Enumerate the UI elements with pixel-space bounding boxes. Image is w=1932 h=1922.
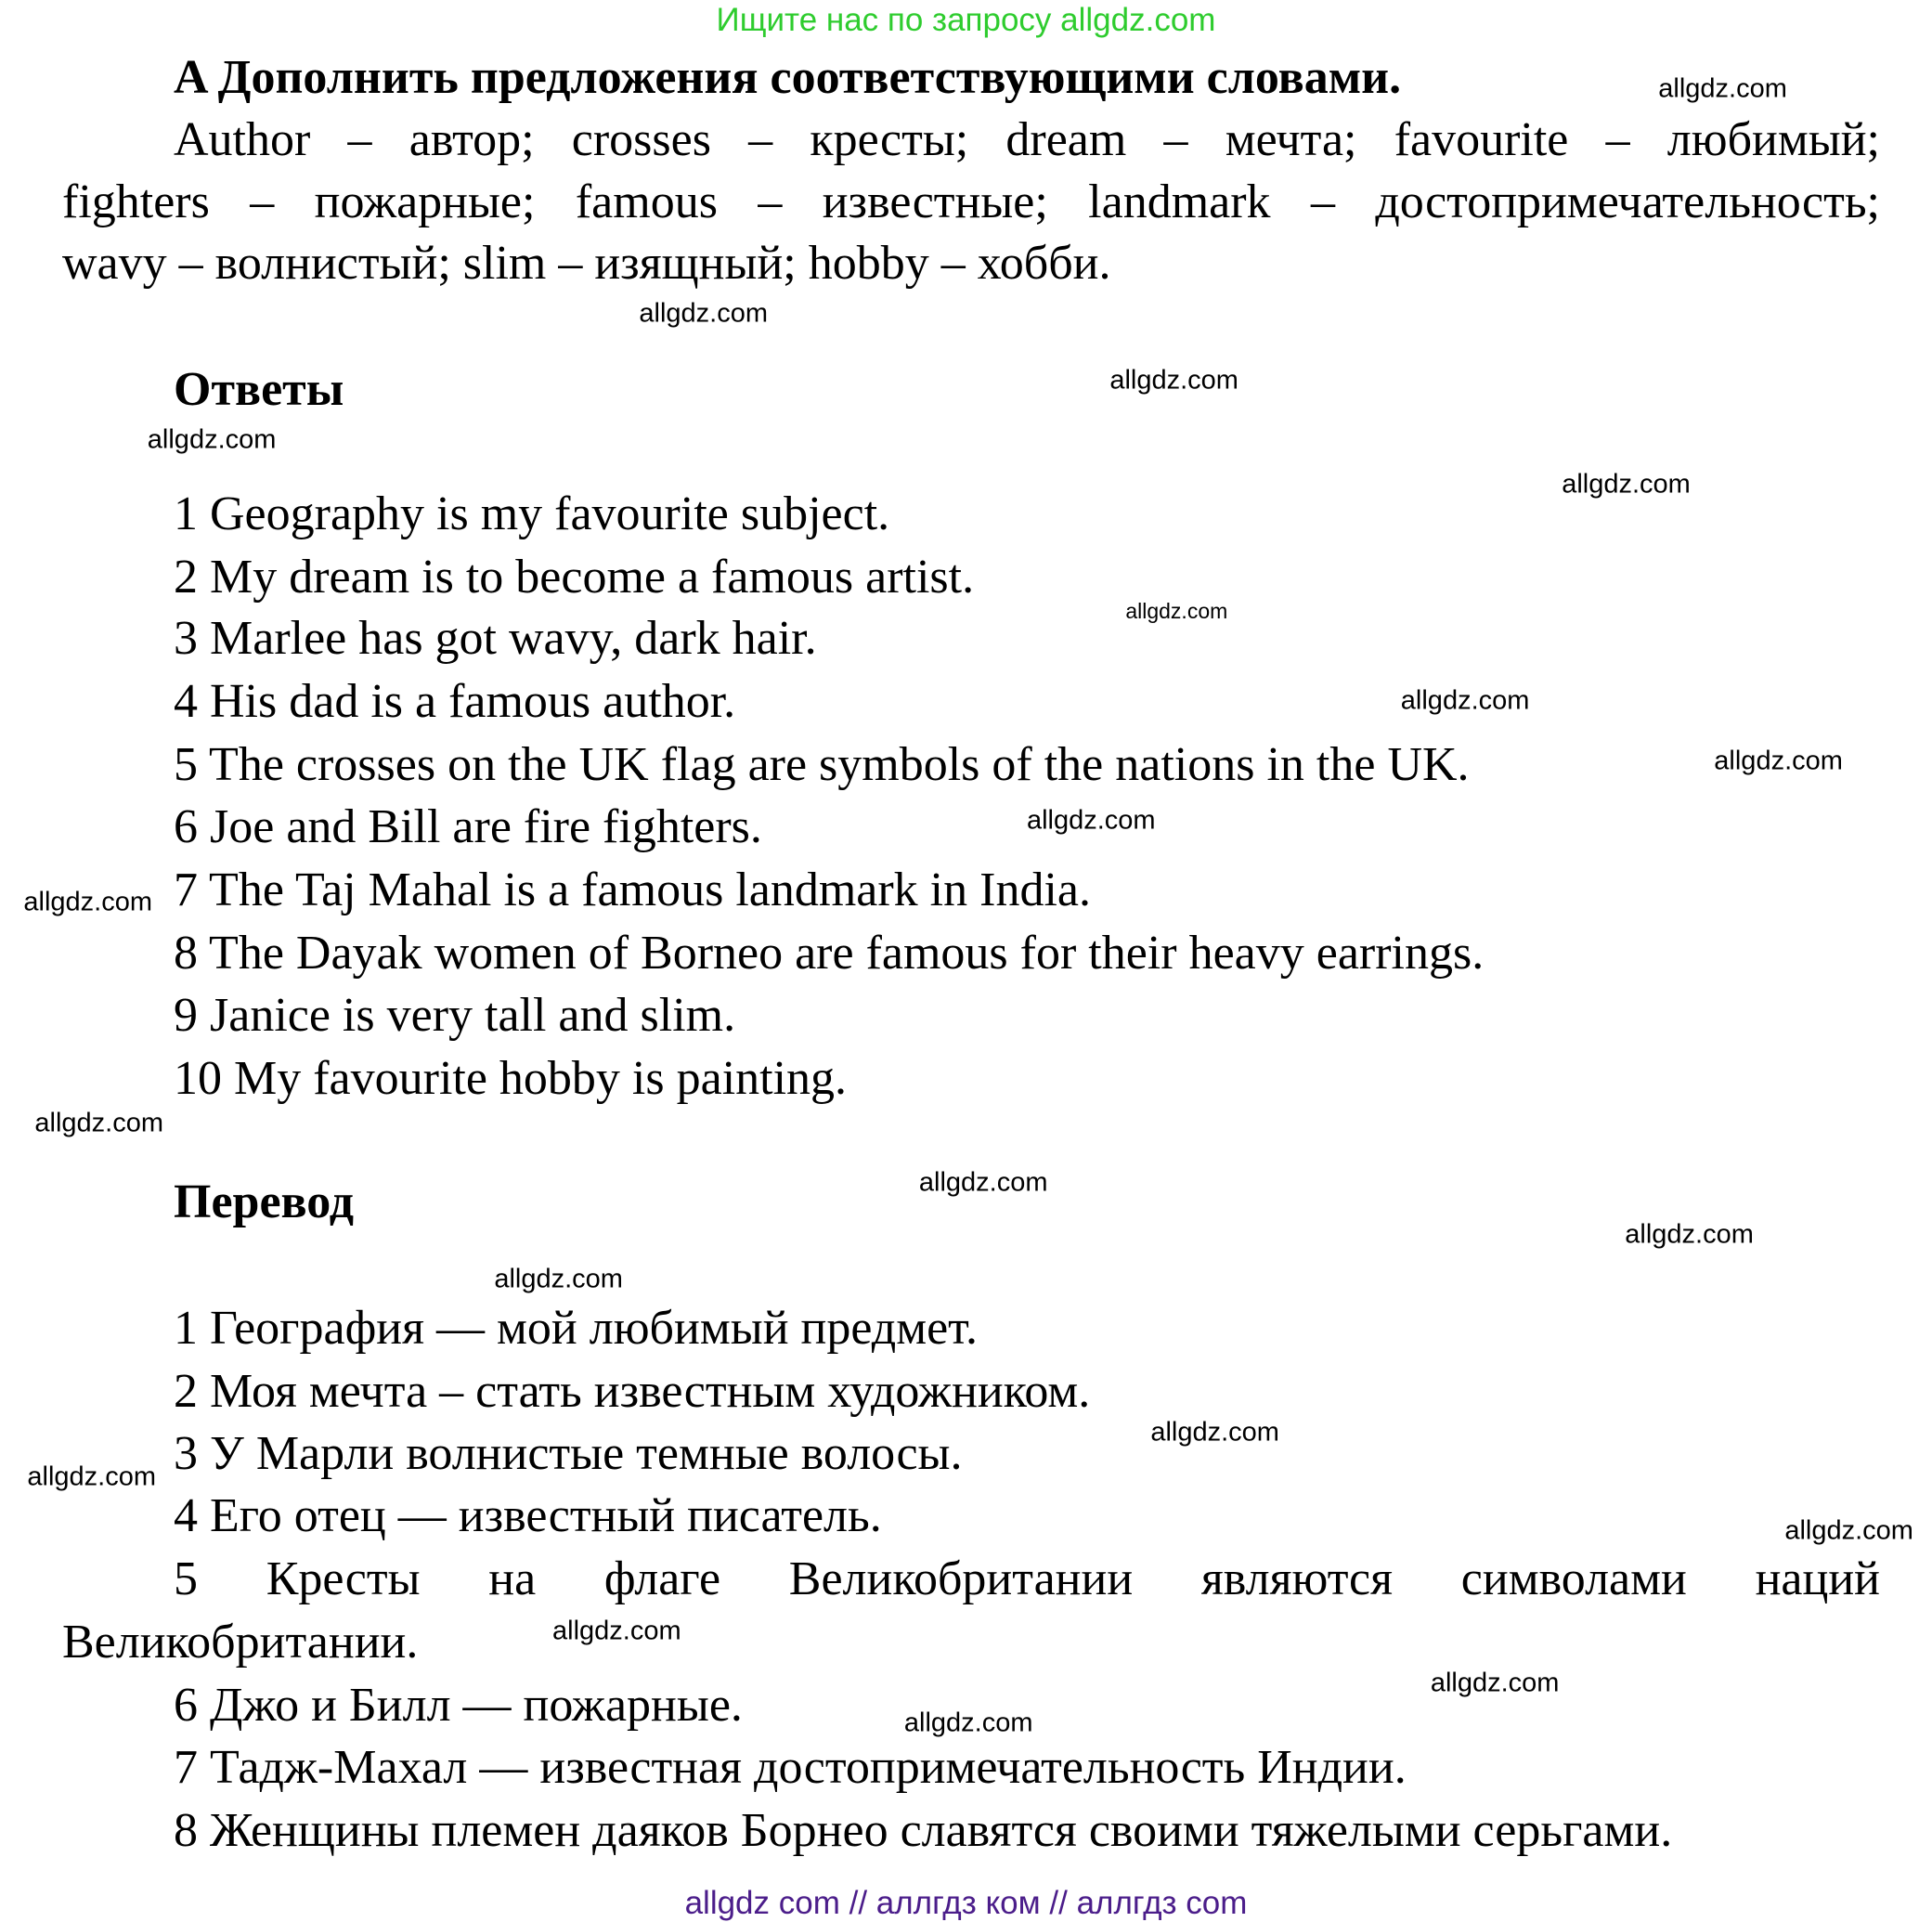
watermark: allgdz.com (918, 1167, 1048, 1198)
watermark: allgdz.com (903, 1708, 1033, 1738)
watermark: allgdz.com (1430, 1668, 1560, 1698)
vocab-line: fighters – пожарные; famous – известные; landmark – достопримечательность; (62, 175, 1880, 228)
answer-line: 9 Janice is very tall and slim. (174, 988, 736, 1042)
watermark: allgdz.com (552, 1616, 681, 1646)
watermark: allgdz.com (1562, 469, 1691, 500)
watermark: allgdz.com (1026, 805, 1156, 836)
watermark: allgdz.com (1714, 746, 1843, 776)
watermark: allgdz.com (1784, 1515, 1913, 1546)
watermark: allgdz.com (27, 1461, 157, 1492)
translation-line: 2 Моя мечта – стать известным художником. (174, 1365, 1091, 1419)
footer-watermark: allgdz com // аллгдз ком // аллгдз com (684, 1885, 1248, 1921)
watermark: allgdz.com (1400, 685, 1530, 716)
translation-line: 6 Джо и Билл — пожарные. (174, 1678, 743, 1732)
answer-line: 3 Marlee has got wavy, dark hair. (174, 612, 817, 666)
answer-line: 5 The crosses on the UK flag are symbols of the nations in the UK. (174, 738, 1470, 792)
answer-line: 6 Joe and Bill are fire fighters. (174, 800, 762, 854)
watermark: allgdz.com (23, 887, 153, 917)
vocab-line: wavy – волнистый; slim – изящный; hobby – хобби. (62, 237, 1111, 290)
vocab-line: Author – автор; crosses – кресты; dream – мечта; favourite – любимый; (174, 113, 1880, 166)
translation-line: 8 Женщины племен даяков Борнео славятся своими тяжелыми серьгами. (174, 1803, 1673, 1857)
answer-line: 7 The Taj Mahal is a famous landmark in India. (174, 864, 1091, 917)
translation-line: 5 Кресты на флаге Великобритании являются символами наций (174, 1552, 1880, 1605)
watermark: allgdz.com (494, 1264, 623, 1294)
answer-line: 8 The Dayak women of Borneo are famous for their heavy earrings. (174, 927, 1485, 980)
translation-line: 7 Тадж-Махал — известная достопримечательность Индии. (174, 1740, 1407, 1794)
watermark: allgdz.com (1658, 73, 1787, 104)
task-title: A Дополнить предложения соответствующими словами. (174, 51, 1402, 104)
answer-line: 2 My dream is to become a famous artist. (174, 550, 975, 604)
watermark: allgdz.com (1125, 598, 1228, 623)
translation-line: 3 У Марли волнистые темные волосы. (174, 1427, 963, 1481)
answer-line: 4 His dad is a famous author. (174, 675, 736, 729)
watermark: allgdz.com (1109, 365, 1238, 396)
watermark: allgdz.com (147, 424, 277, 455)
translation-line: 1 География — мой любимый предмет. (174, 1302, 978, 1356)
translation-heading: Перевод (174, 1175, 355, 1228)
answers-heading: Ответы (174, 363, 344, 416)
watermark: allgdz.com (639, 298, 769, 328)
translation-line: 4 Его отец — известный писатель. (174, 1488, 882, 1542)
watermark: allgdz.com (1625, 1219, 1754, 1250)
watermark: allgdz.com (34, 1108, 164, 1138)
answer-line: 10 My favourite hobby is painting. (174, 1051, 848, 1105)
translation-line: Великобритании. (62, 1615, 419, 1669)
answer-line: 1 Geography is my favourite subject. (174, 487, 890, 540)
watermark: allgdz.com (1150, 1417, 1279, 1448)
search-banner: Ищите нас по запросу allgdz.com (716, 2, 1216, 38)
